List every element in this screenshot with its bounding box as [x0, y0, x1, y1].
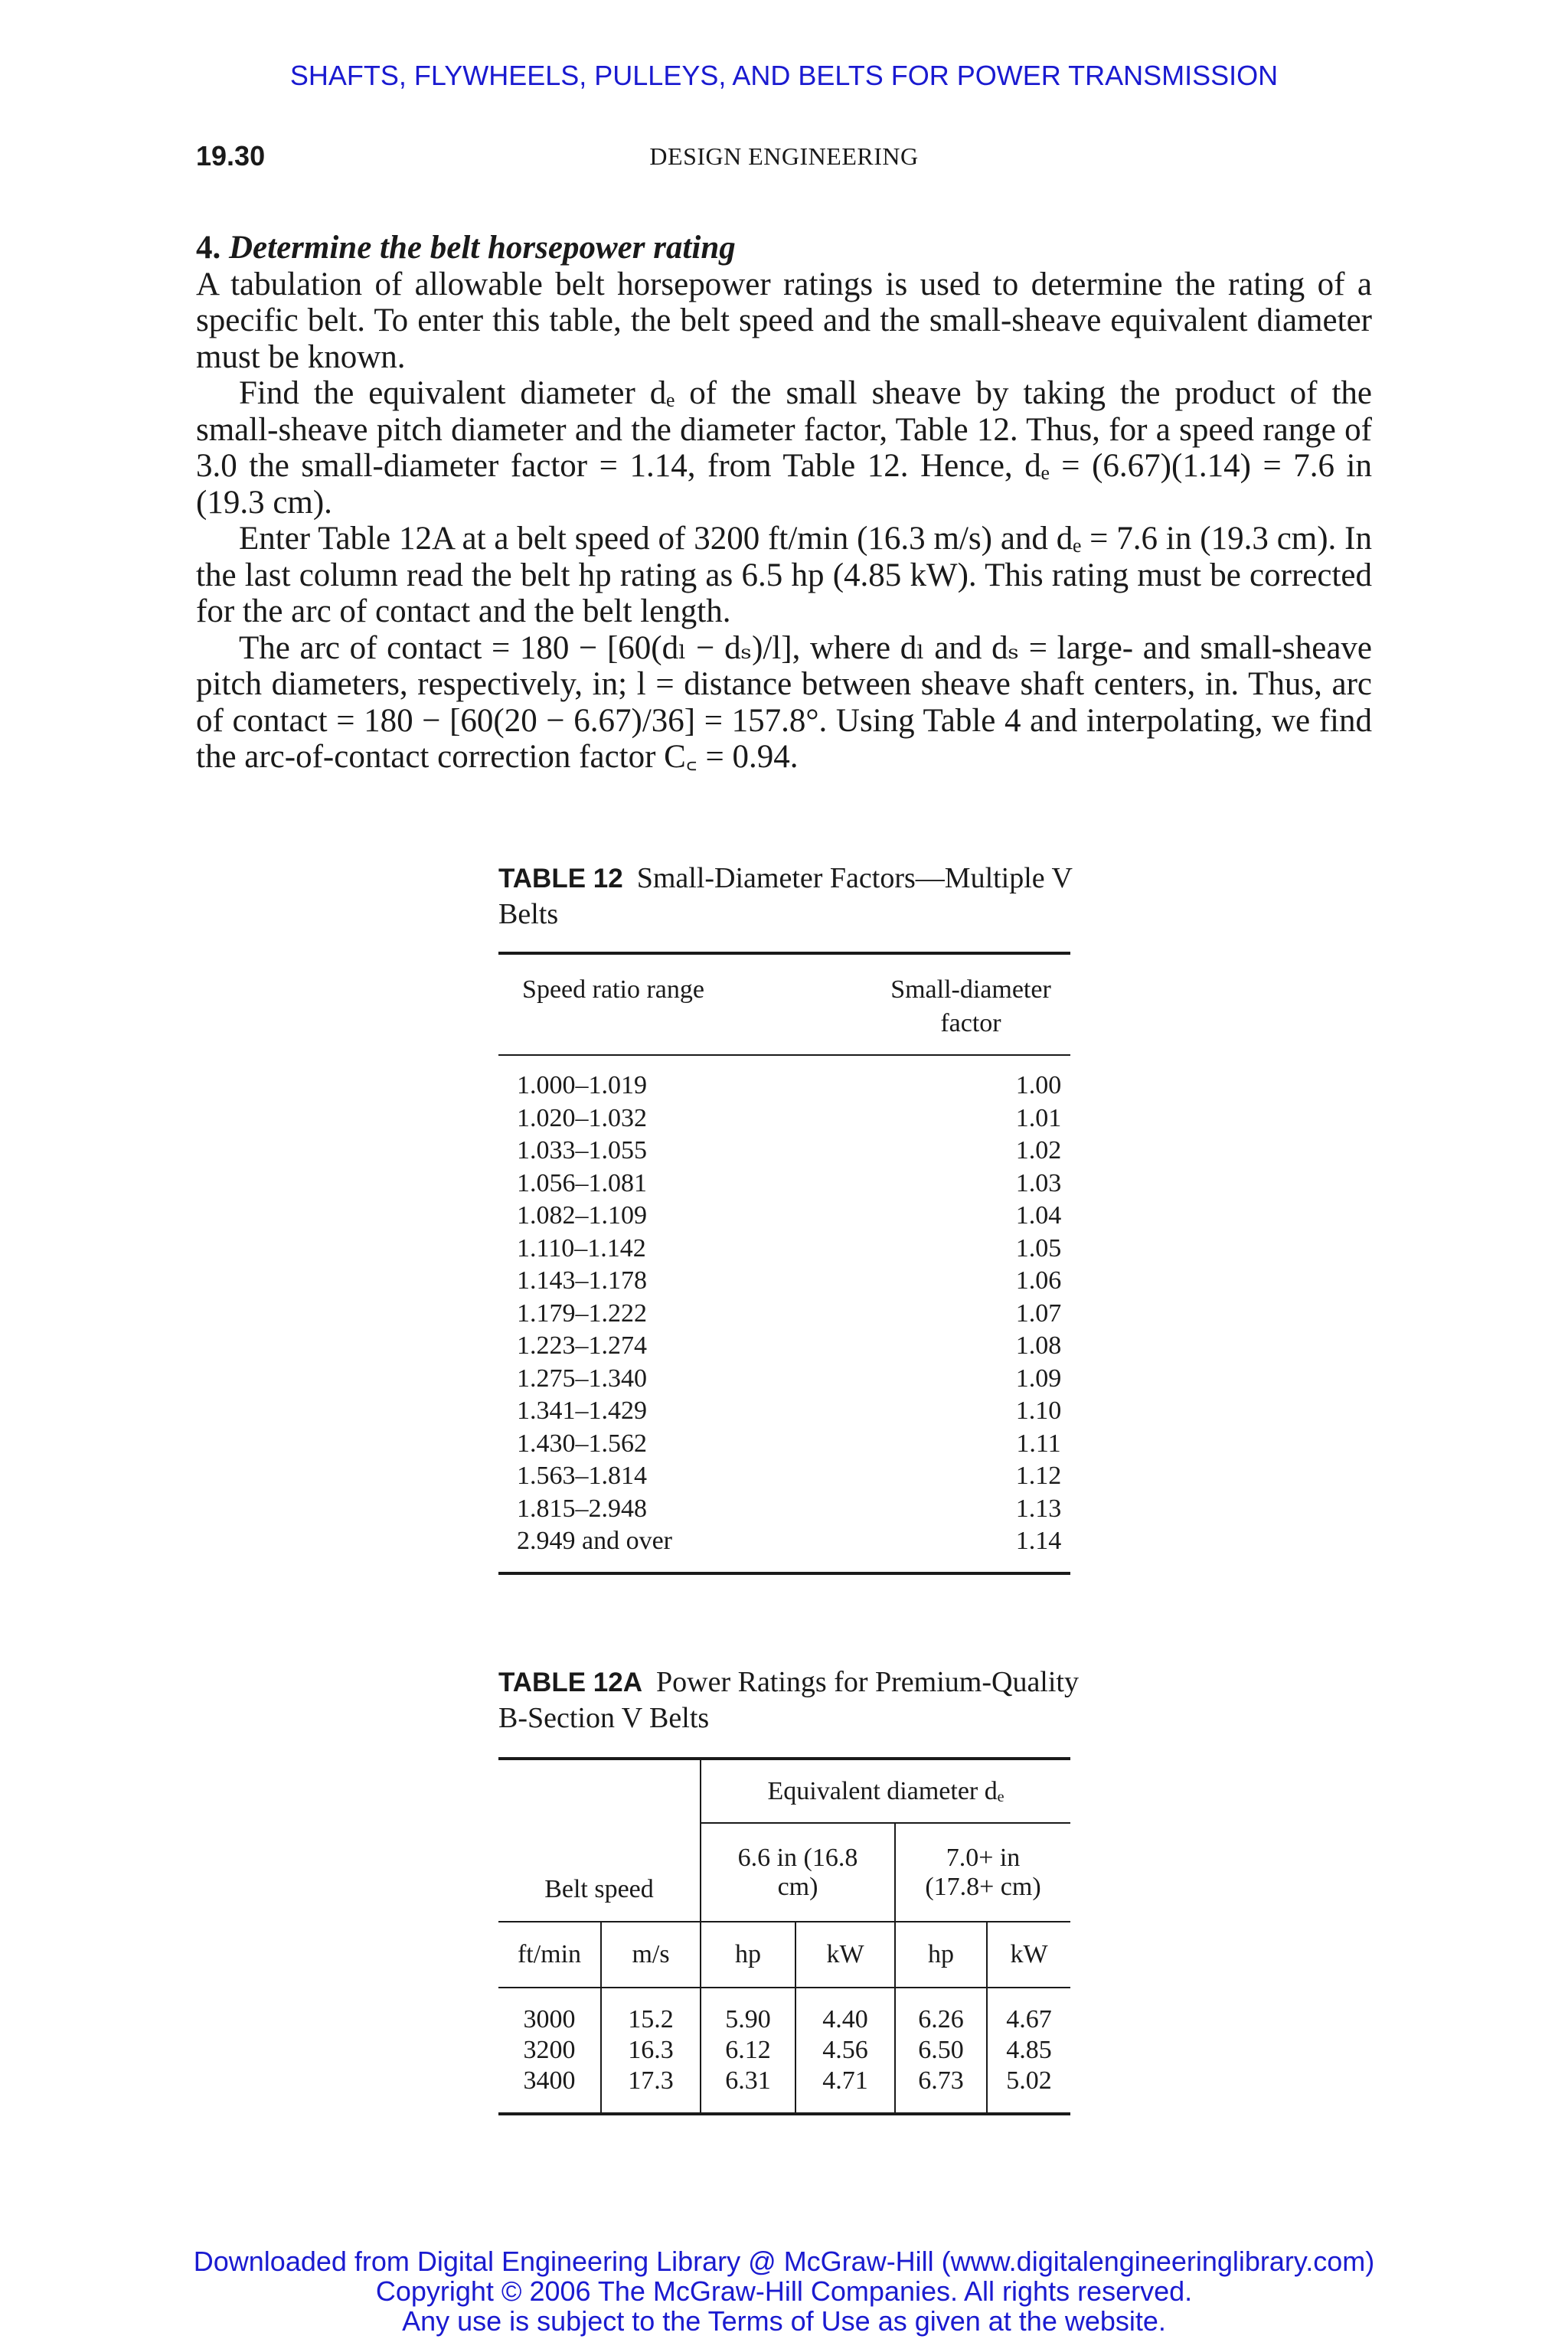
table-cell-factor: 1.14 [1015, 1527, 1062, 1555]
table-cell-factor: 1.02 [1015, 1136, 1062, 1165]
table-cell: 6.26 [895, 1988, 987, 2034]
table-cell: 3200 [523, 2036, 576, 2064]
table-cell-speed-ratio: 1.179–1.222 [517, 1298, 647, 1328]
table-row [498, 1330, 1070, 1363]
table-row [498, 1102, 1070, 1135]
table-cell: 6.50 [895, 2034, 987, 2066]
table-row [498, 1493, 1070, 1526]
table12-header-factor: Small-diameter factor [890, 975, 1051, 1037]
table-cell-factor: 1.13 [1015, 1494, 1062, 1523]
table-row [498, 1298, 1070, 1331]
footer-terms: Any use is subject to the Terms of Use as given at the website. [402, 2305, 1166, 2337]
table-cell-factor: 1.03 [1015, 1168, 1062, 1197]
table12 [498, 952, 1070, 1575]
table-cell-factor: 1.11 [1016, 1429, 1061, 1458]
table-cell-speed-ratio: 1.430–1.562 [517, 1429, 647, 1458]
table-cell-speed-ratio: 1.020–1.032 [517, 1103, 647, 1132]
table-cell: 5.02 [987, 2066, 1070, 2112]
table-cell-factor: 1.10 [1015, 1396, 1062, 1425]
table-row [498, 1525, 1070, 1558]
table-cell: 17.3 [601, 2066, 701, 2112]
unit-header: hp [701, 1922, 795, 1987]
table-cell-speed-ratio: 1.275–1.340 [517, 1364, 647, 1393]
table-cell: 4.56 [795, 2034, 895, 2066]
section-heading [196, 230, 1372, 266]
paragraph: The arc of contact = 180 − [60(dₗ − dₛ)/l], where dₗ and dₛ = large- and small-sheave pitch diameters, respectively, in; l = distance between sheave shaft centers, in. Thus, arc of contact = 180 − [60(20 − 6.67)/36] = 157.8°. Using Table 4 and interpolating, we find the arc-of-contact correction factor C꜀ = 0.94. [196, 629, 1372, 775]
table12a-title: Power Ratings for Premium-Quality B-Section V Belts [498, 1666, 1079, 1734]
table-cell-speed-ratio: 1.815–2.948 [517, 1494, 647, 1523]
table-cell-speed-ratio: 1.000–1.019 [517, 1071, 647, 1099]
table-cell-factor: 1.12 [1015, 1462, 1062, 1490]
table-cell-factor: 1.07 [1015, 1298, 1062, 1328]
table-cell-speed-ratio: 1.110–1.142 [517, 1233, 646, 1263]
belt-speed-header: Belt speed [544, 1875, 654, 1903]
table-cell-speed-ratio: 1.143–1.178 [517, 1266, 647, 1295]
table-cell-factor: 1.00 [1015, 1071, 1062, 1099]
paragraph: Enter Table 12A at a belt speed of 3200 ft/min (16.3 m/s) and dₑ = 7.6 in (19.3 cm). In the last column read the belt hp rating as 6.5 hp (4.85 kW). This rating must be corrected for the arc of contact and the belt length. [196, 521, 1372, 629]
table-cell-factor: 1.01 [1015, 1103, 1062, 1132]
table-cell: 3000 [523, 2005, 576, 2034]
table-row [498, 1070, 1070, 1102]
table-cell: 5.90 [701, 1988, 795, 2034]
section-title: Determine the belt horsepower rating [229, 230, 736, 266]
table12a-caption [498, 1664, 1080, 1736]
table-rule [498, 1572, 1070, 1575]
table12-caption [498, 861, 1080, 932]
table-row [498, 1233, 1070, 1266]
table-cell: 4.67 [987, 1988, 1070, 2034]
footer [0, 2246, 1568, 2336]
table-cell: 15.2 [601, 1988, 701, 2034]
paragraph: Find the equivalent diameter dₑ of the small sheave by taking the product of the small-sheave pitch diameter and the diameter factor, Table 12. Thus, for a speed range of 3.0 the small-diameter factor = 1.14, from Table 12. Hence, dₑ = (6.67)(1.14) = 7.6 in (19.3 cm). [196, 375, 1372, 521]
table-cell: 4.71 [795, 2066, 895, 2112]
running-head: DESIGN ENGINEERING [649, 142, 919, 170]
table12a-label: TABLE 12A [498, 1668, 642, 1697]
table-cell-speed-ratio: 2.949 and over [517, 1527, 673, 1555]
table-cell: 16.3 [601, 2034, 701, 2066]
table-cell: 4.40 [795, 1988, 895, 2034]
table-row [498, 1265, 1070, 1298]
table-cell: 6.73 [895, 2066, 987, 2112]
unit-header: hp [895, 1922, 987, 1987]
unit-header: m/s [601, 1922, 701, 1987]
table-row [498, 1200, 1070, 1233]
table-cell-factor: 1.06 [1015, 1266, 1062, 1295]
table-cell: 6.12 [701, 2034, 795, 2066]
section-number: 4. [196, 230, 221, 266]
table-row [498, 1363, 1070, 1396]
paragraph: A tabulation of allowable belt horsepower ratings is used to determine the rating of a specific belt. To enter this table, the belt speed and the small-sheave equivalent diameter must be known. [196, 266, 1372, 375]
top-banner-link[interactable]: SHAFTS, FLYWHEELS, PULLEYS, AND BELTS FOR POWER TRANSMISSION [289, 60, 1279, 91]
table-cell-speed-ratio: 1.563–1.814 [517, 1462, 647, 1490]
table-row [498, 1428, 1070, 1461]
table12a-body [498, 1988, 1070, 2112]
table-cell-speed-ratio: 1.223–1.274 [517, 1331, 647, 1360]
footer-download-link[interactable]: Downloaded from Digital Engineering Library @ McGraw-Hill (www.digitalengineeringlibrary.com) [193, 2246, 1375, 2277]
diameter-header: 7.0+ in (17.8+ cm) [895, 1823, 1070, 1921]
footer-copyright: Copyright © 2006 The McGraw-Hill Companies. All rights reserved. [375, 2275, 1193, 2307]
table-cell-factor: 1.05 [1015, 1233, 1062, 1263]
table-cell-speed-ratio: 1.056–1.081 [517, 1168, 647, 1197]
table12-body [498, 1056, 1070, 1572]
table-cell: 6.31 [701, 2066, 795, 2112]
table-row [498, 1395, 1070, 1428]
unit-header: kW [987, 1922, 1070, 1987]
table-cell: 4.85 [987, 2034, 1070, 2066]
unit-header: kW [795, 1922, 895, 1987]
table12-header [498, 955, 1070, 1054]
table-cell-factor: 1.09 [1015, 1364, 1062, 1393]
table-row [498, 1135, 1070, 1168]
unit-header: ft/min [517, 1940, 582, 1968]
table-cell-speed-ratio: 1.082–1.109 [517, 1201, 647, 1230]
page-number: 19.30 [196, 140, 266, 172]
table-cell-speed-ratio: 1.341–1.429 [517, 1396, 647, 1425]
table-row [498, 1168, 1070, 1200]
table-row [498, 1460, 1070, 1493]
table-row [498, 1988, 1070, 2034]
table-row [498, 2066, 1070, 2112]
table12-title: Small-Diameter Factors—Multiple V Belts [498, 862, 1073, 930]
diameter-header: 6.6 in (16.8 cm) [701, 1823, 895, 1921]
equivalent-diameter-header: Equivalent diameter dₑ [701, 1760, 1070, 1823]
table-cell-speed-ratio: 1.033–1.055 [517, 1136, 647, 1165]
table12-header-speed-ratio: Speed ratio range [522, 975, 704, 1004]
table-cell-factor: 1.08 [1015, 1331, 1062, 1360]
table12-label: TABLE 12 [498, 864, 623, 893]
table-cell: 3400 [523, 2066, 576, 2095]
table-cell-factor: 1.04 [1015, 1201, 1062, 1230]
body-text [196, 230, 1372, 776]
table-row [498, 2034, 1070, 2066]
table12a [498, 1757, 1070, 2115]
